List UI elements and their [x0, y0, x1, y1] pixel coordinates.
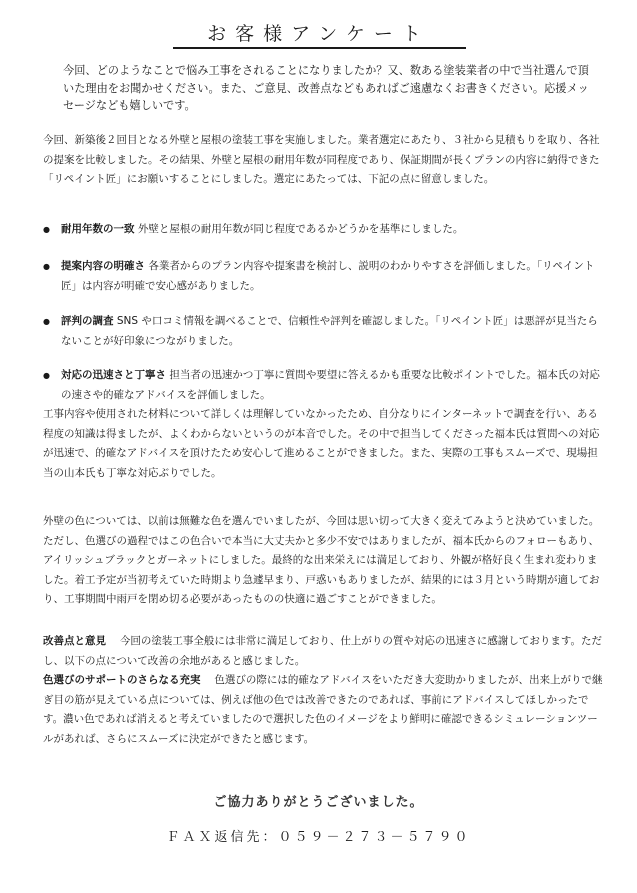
criteria-item: [43, 220, 463, 240]
improvement-text: 今回の塗装工事全般には非常に満足しており、仕上がりの質や対応の迅速さに感謝しております。ただし、以下の点について改善の余地があると感じました。: [43, 635, 603, 667]
page-title: お客様アンケート: [207, 23, 430, 45]
criteria-heading: 耐用年数の一致: [61, 223, 135, 235]
fax-number: ＦＡＸ返信先：０５９－２７３－５７９０: [166, 830, 471, 845]
title-underline: [173, 47, 466, 49]
criteria-heading: 対応の迅速さと丁寧さ: [61, 369, 166, 381]
criteria-text: SNS や口コミ情報を調べることで、信頼性や評判を確認しました。「リペイント匠」は悪評が見当たらないことが好印象につながりました。: [61, 315, 598, 347]
criteria-text: 各業者からのプラン内容や提案書を検討し、説明のわかりやすさを評価しました。「リペイント匠」は内容が明確で安心感がありました。: [61, 260, 595, 292]
color-support-text: 色選びの際には的確なアドバイスをいただき大変助かりましたが、出来上がりで継ぎ目の筋が見えている点については、例えば他の色では改善できたのであれば、事前にアドバイスしてほしかったです。濃い色であれば消えると考えていましたので選択した色のイメージをより鮮明に確認できるシミュレーションツールがあれば、さらにスムーズに決定ができたと感じます。: [43, 674, 603, 745]
answer-paragraph-3: 外壁の色については、以前は無難な色を選んでいましたが、今回は思い切って大きく変えてみようと決めていました。ただし、色選びの過程ではこの色合いで本当に大丈夫かと多少不安ではありましたが、福本氏からのフォローもあり、アイリッシュブラックとガーネットにしました。最終的な出来栄えには満足しており、外観が格好良く生まれ変わりました。着工予定が当初考えていた時期より急遽早まり、戸惑いもありましたが、結果的には３月という時期が適しており、工事期間中雨戸を閉め切る必要があったものの快適に過ごすことができました。: [43, 515, 600, 605]
criteria-text: 外壁と屋根の耐用年数が同じ程度であるかどうかを基準にしました。: [137, 223, 464, 235]
criteria-text: 担当者の迅速かつ丁寧に質問や要望に答えるかも重要な比較ポイントでした。福本氏の対応の速さや的確なアドバイスを評価しました。: [61, 369, 600, 401]
thanks-message: ご協力ありがとうございました。: [213, 795, 424, 810]
criteria-heading: 評判の調査: [61, 315, 114, 327]
improvement-heading: 改善点と意見: [43, 635, 106, 647]
improvement-section: [43, 632, 603, 749]
color-support-heading: 色選びのサポートのさらなる充実: [43, 674, 201, 686]
criteria-item: [43, 257, 603, 296]
criteria-heading: 提案内容の明確さ: [61, 260, 145, 272]
criteria-item: [43, 312, 603, 351]
criteria-item: [43, 366, 603, 405]
answer-paragraph-1: 今回、新築後２回目となる外壁と屋根の塗装工事を実施しました。業者選定にあたり、３社から見積もりを取り、各社の提案を比較しました。その結果、外壁と屋根の耐用年数が同程度であり、保証期間が長くプランの内容に納得できた「リペイント匠」にお願いすることにしました。選定にあたっては、下記の点に留意しました。: [43, 134, 600, 185]
survey-question: 今回、どのようなことで悩み工事をされることになりましたか？又、数ある塗装業者の中で当社選んで頂いた理由をお聞かせください。また、ご意見、改善点などもあればご遠慮なくお書きください。応援メッセージなども嬉しいです。: [63, 64, 589, 112]
answer-paragraph-2: 工事内容や使用された材料について詳しくは理解していなかったため、自分なりにインターネットで調査を行い、ある程度の知識は得ましたが、よくわからないというのが本音でした。その中で担当してくださった福本氏は質問への対応が迅速で、的確なアドバイスを頂けたため安心して進めることができました。また、実際の工事もスムーズで、現場担当の山本氏も丁寧な対応ぶりでした。: [43, 408, 600, 479]
